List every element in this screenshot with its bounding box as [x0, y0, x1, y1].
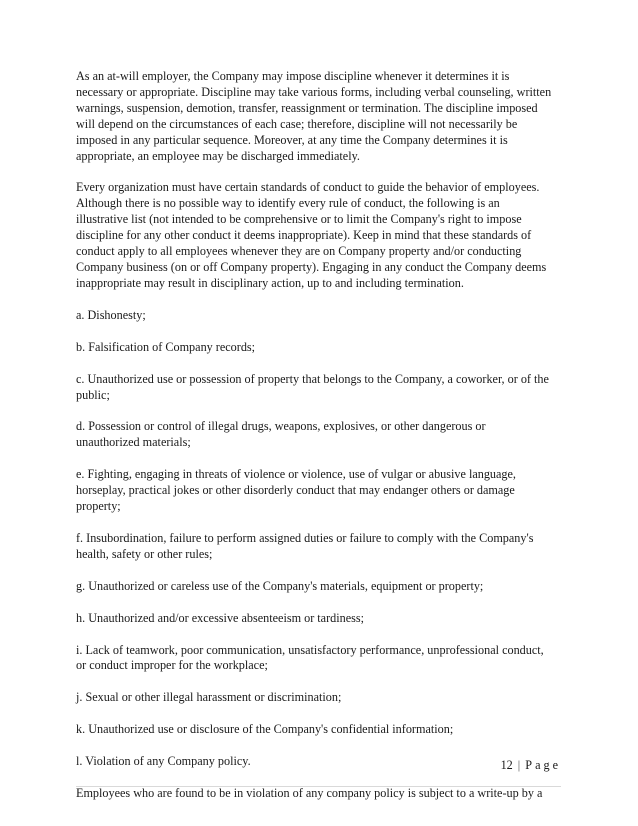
text-line: appropriate, an employee may be discharged immediately.: [76, 148, 360, 163]
paragraph: [76, 611, 571, 627]
page-number-label: [501, 758, 561, 773]
text-line: property;: [76, 499, 121, 514]
text-line: j. Sexual or other illegal harassment or discrimination;: [76, 690, 342, 705]
text-line: horseplay, practical jokes or other disorderly conduct that may endanger others or damage: [76, 483, 515, 498]
paragraph: [76, 531, 571, 563]
paragraph: [76, 419, 571, 451]
paragraph: [76, 722, 571, 738]
text-line: i. Lack of teamwork, poor communication, unsatisfactory performance, unprofessional conduct,: [76, 642, 544, 657]
text-line: f. Insubordination, failure to perform assigned duties or failure to comply with the Company's: [76, 530, 534, 545]
paragraph: [76, 579, 571, 595]
paragraph: [76, 690, 571, 706]
paragraph: [76, 180, 571, 291]
text-line: Company business (on or off Company property). Engaging in any conduct the Company deems: [76, 259, 547, 274]
document-body: [76, 69, 571, 818]
text-line: necessary or appropriate. Discipline may take various forms, including verbal counseling, written: [76, 84, 552, 99]
page-separator: |: [517, 758, 521, 772]
text-line: warnings, suspension, demotion, transfer, reassignment or termination. The discipline imposed: [76, 100, 538, 115]
text-line: l. Violation of any Company policy.: [76, 754, 251, 769]
text-line: d. Possession or control of illegal drugs, weapons, explosives, or other dangerous or: [76, 419, 486, 434]
paragraph: [76, 308, 571, 324]
text-line: imposed in any particular sequence. Moreover, at any time the Company determines it is: [76, 132, 508, 147]
text-line: b. Falsification of Company records;: [76, 339, 256, 354]
text-line: c. Unauthorized use or possession of property that belongs to the Company, a coworker, or of the: [76, 371, 549, 386]
page-footer: [76, 758, 561, 787]
text-line: e. Fighting, engaging in threats of violence or violence, use of vulgar or abusive language,: [76, 467, 516, 482]
text-line: unauthorized materials;: [76, 435, 191, 450]
text-line: g. Unauthorized or careless use of the Company's materials, equipment or property;: [76, 578, 484, 593]
text-line: As an at-will employer, the Company may impose discipline whenever it determines it is: [76, 69, 510, 83]
text-line: h. Unauthorized and/or excessive absenteeism or tardiness;: [76, 610, 365, 625]
paragraph: [76, 372, 571, 404]
text-line: Although there is no possible way to identify every rule of conduct, the following is an: [76, 196, 500, 211]
text-line: or conduct improper for the workplace;: [76, 658, 268, 673]
text-line: Employees who are found to be in violation of any company policy is subject to a write-up by a: [76, 786, 543, 801]
paragraph: [76, 786, 571, 802]
text-line: public;: [76, 387, 110, 402]
paragraph: [76, 69, 571, 164]
paragraph: [76, 643, 571, 675]
text-line: conduct apply to all employees whenever they are on Company property and/or conducting: [76, 244, 522, 259]
text-line: k. Unauthorized use or disclosure of the Company's confidential information;: [76, 722, 454, 737]
text-line: illustrative list (not intended to be comprehensive or to limit the Company's right to impose: [76, 212, 522, 227]
text-line: Every organization must have certain standards of conduct to guide the behavior of employees.: [76, 180, 540, 195]
page-word: Page: [525, 758, 561, 772]
text-line: inappropriate may result in disciplinary action, up to and including termination.: [76, 275, 464, 290]
text-line: will depend on the circumstances of each case; therefore, discipline will not necessarily be: [76, 116, 518, 131]
text-line: a. Dishonesty;: [76, 307, 146, 322]
text-line: health, safety or other rules;: [76, 546, 213, 561]
page-number: 12: [500, 758, 513, 772]
paragraph: [76, 467, 571, 515]
paragraph: [76, 340, 571, 356]
text-line: discipline for any other conduct it deems inappropriate). Keep in mind that these standards of: [76, 228, 532, 243]
